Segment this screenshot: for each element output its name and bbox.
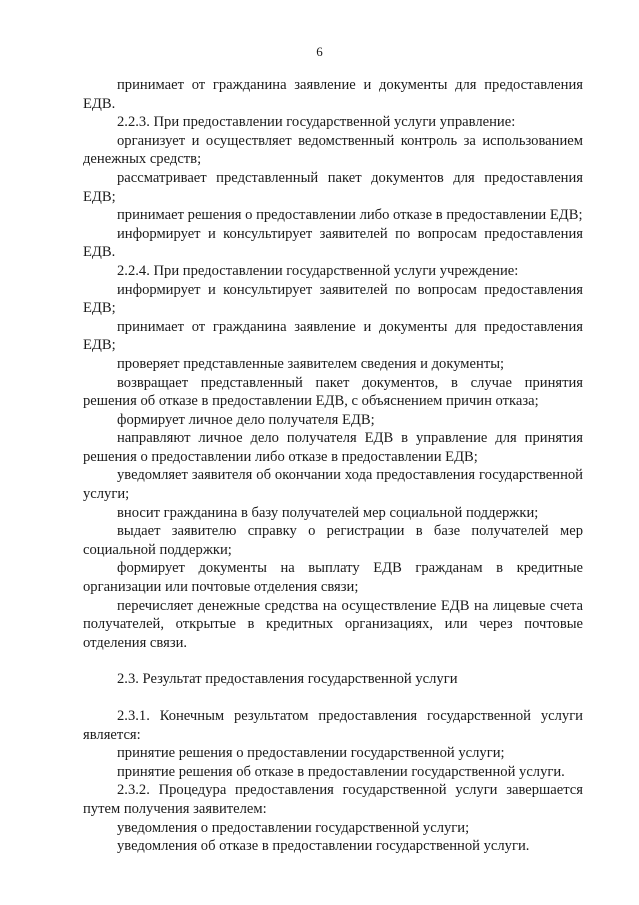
- paragraph: вносит гражданина в базу получателей мер социальной поддержки;: [117, 504, 539, 521]
- paragraph: принимает от гражданина заявление и документы для предоставления ЕДВ;: [83, 318, 583, 354]
- section-clause: 2.3.2. Процедура предоставления государственной услуги завершается путем получения заявителем:: [83, 782, 583, 817]
- section-heading: 2.3. Результат предоставления государственной услуги: [117, 671, 458, 688]
- paragraph: принимает от гражданина заявление и документы для предоставления ЕДВ.: [83, 77, 583, 112]
- paragraph: формирует личное дело получателя ЕДВ;: [117, 411, 375, 428]
- paragraph: выдает заявителю справку о регистрации в базе получателей мер социальной поддержки;: [83, 523, 583, 558]
- page-number: 6: [316, 44, 323, 59]
- document-body: [83, 76, 583, 856]
- paragraph: организует и осуществляет ведомственный контроль за использованием денежных средств;: [83, 132, 583, 168]
- paragraph: уведомления об отказе в предоставлении государственной услуги.: [117, 838, 530, 855]
- paragraph: принятие решения об отказе в предоставлении государственной услуги.: [117, 763, 565, 780]
- paragraph: информирует и консультирует заявителей по вопросам предоставления ЕДВ;: [83, 281, 583, 317]
- paragraph: информирует и консультирует заявителей по вопросам предоставления ЕДВ.: [83, 225, 583, 261]
- paragraph: перечисляет денежные средства на осуществление ЕДВ на лицевые счета получателей, открытые в кредитных организациях, или через почтовые отделения связи.: [83, 597, 583, 651]
- paragraph: возвращает представленный пакет документов, в случае принятия решения об отказе в предоставлении ЕДВ, с объяснением причин отказа;: [83, 374, 583, 410]
- paragraph: уведомляет заявителя об окончании хода предоставления государственной услуги;: [83, 467, 583, 503]
- paragraph: рассматривает представленный пакет документов для предоставления ЕДВ;: [83, 169, 583, 205]
- paragraph: направляют личное дело получателя ЕДВ в управление для принятия решения о предоставлении либо отказе в предоставлении ЕДВ;: [83, 430, 583, 465]
- section-clause: 2.2.3. При предоставлении государственной услуги управление:: [117, 114, 516, 131]
- paragraph: формирует документы на выплату ЕДВ гражданам в кредитные организации или почтовые отделения связи;: [83, 560, 583, 596]
- paragraph: принимает решения о предоставлении либо отказе в предоставлении ЕДВ;: [117, 207, 583, 224]
- paragraph: уведомления о предоставлении государственной услуги;: [117, 819, 470, 836]
- paragraph: проверяет представленные заявителем сведения и документы;: [117, 355, 505, 372]
- section-clause: 2.3.1. Конечным результатом предоставления государственной услуги является:: [83, 708, 583, 743]
- section-clause: 2.2.4. При предоставлении государственной услуги учреждение:: [117, 262, 519, 279]
- paragraph: принятие решения о предоставлении государственной услуги;: [117, 745, 505, 762]
